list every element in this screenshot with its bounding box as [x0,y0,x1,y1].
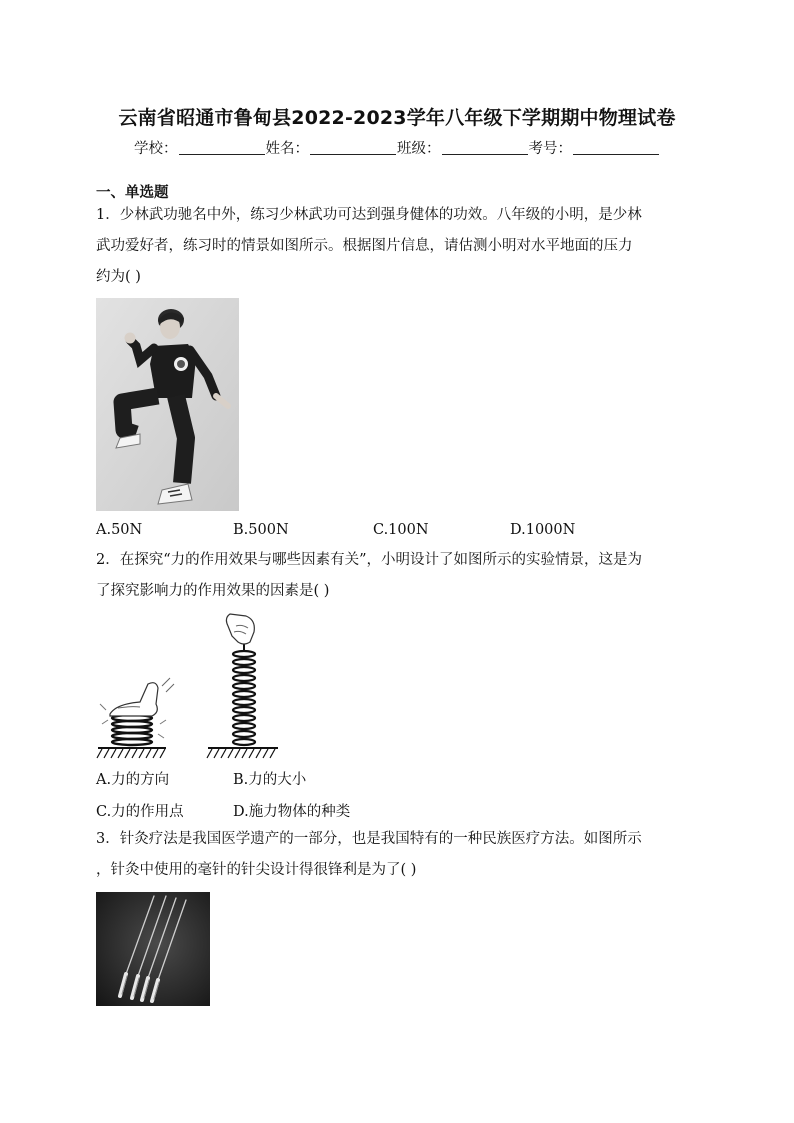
question-3-text [96,824,700,886]
section-title: 一、单选题 [96,185,169,201]
exam-number-blank[interactable] [573,140,659,155]
option-c[interactable]: C.100N [373,522,429,538]
question-3-line: ，针灸中使用的毫针的针尖设计得很锋利是为了( ) [96,862,417,878]
question-2-line: 2．在探究“力的作用效果与哪些因素有关”，小明设计了如图所示的实验情景，这是为 [96,552,643,568]
kungfu-boy-photo-icon [96,298,239,511]
question-2-line: 了探究影响力的作用效果的因素是( ) [96,583,330,599]
name-blank[interactable] [310,140,396,155]
spring-press-and-pull-icon [96,612,286,760]
question-3-line: 3．针灸疗法是我国医学遗产的一部分，也是我国特有的一种民族医疗方法。如图所示 [96,831,642,847]
question-1-line: 1．少林武功驰名中外，练习少林武功可达到强身健体的功效。八年级的小明，是少林 [96,207,642,223]
compressed-spring-icon [97,678,174,758]
class-blank[interactable] [442,140,528,155]
option-a[interactable]: A.50N [96,522,143,538]
student-info-line [0,137,794,158]
option-d[interactable]: D.1000N [510,522,576,538]
option-c[interactable]: C.力的作用点 [96,804,184,820]
question-1-line: 约为( ) [96,269,141,285]
option-a[interactable]: A.力的方向 [96,772,170,788]
class-label: 班级： [397,141,441,157]
acupuncture-needles-photo-icon [96,892,210,1006]
name-label: 姓名： [265,141,309,157]
option-d[interactable]: D.施力物体的种类 [233,804,351,820]
exam-title: 云南省昭通市鲁甸县2022-2023学年八年级下学期期中物理试卷 [118,107,676,129]
exam-number-label: 考号： [528,141,572,157]
school-label: 学校： [134,141,178,157]
school-blank[interactable] [179,140,265,155]
stretched-spring-icon [207,614,278,758]
option-b[interactable]: B.力的大小 [233,772,307,788]
option-b[interactable]: B.500N [233,522,289,538]
question-1-line: 武功爱好者，练习时的情景如图所示。根据图片信息，请估测小明对水平地面的压力 [96,238,633,254]
question-1-text [96,200,700,293]
question-2-text [96,545,700,607]
